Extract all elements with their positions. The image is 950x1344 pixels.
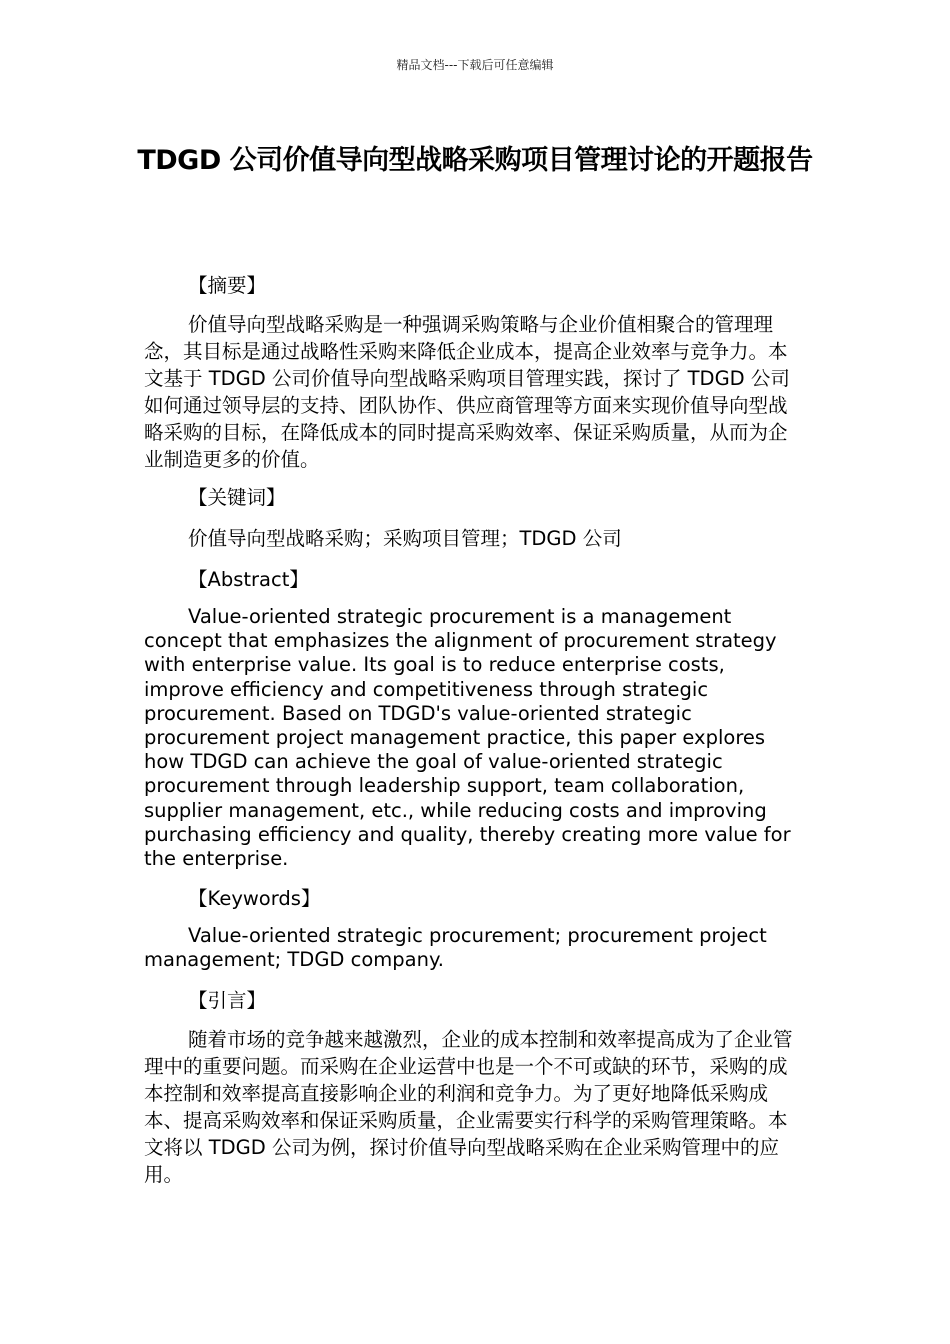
document-title: TDGD 公司价值导向型战略采购项目管理讨论的开题报告 [137, 145, 813, 176]
keywords-cn-heading: 【关键词】 [188, 486, 286, 509]
keywords-en-paragraph: Value-oriented strategic procurement; procurement project management; TDGD company. [144, 924, 767, 972]
header-note: 精品文档---下载后可任意编辑 [396, 58, 554, 72]
abstract-cn-heading: 【摘要】 [188, 274, 267, 297]
keywords-cn-paragraph: 价值导向型战略采购；采购项目管理；TDGD 公司 [188, 527, 622, 550]
document-body [144, 270, 804, 1197]
introduction-heading: 【引言】 [188, 988, 267, 1012]
introduction-paragraph: 随着市场的竞争越来越激烈，企业的成本控制和效率提高成为了企业管理中的重要问题。而采购在企业运营中也是一个不可或缺的环节，采购的成本控制和效率提高直接影响企业的利润和竞争力。为了更好地降低采购成本、提高采购效率和保证采购质量，企业需要实行科学的采购管理策略。本文将以 TDGD 公司为例，探讨价值导向型战略采购在企业采购管理中的应用。 [144, 1027, 793, 1186]
abstract-en-heading: 【Abstract】 [188, 568, 309, 591]
abstract-en-paragraph: Value-oriented strategic procurement is a management concept that emphasizes the alignment of procurement strategy with enterprise value. Its goal is to reduce enterprise costs, improve efficiency and competitiveness through strategic procurement. Based on TDGD's value-oriented strategic procurement project management practice, this paper explores how TDGD can achieve the goal of value-oriented strategic procurement through leadership support, team collaboration, supplier management, etc., while reducing costs and improving purchasing efficiency and quality, thereby creating more value for the enterprise. [144, 605, 791, 871]
keywords-en-heading: 【Keywords】 [188, 887, 321, 911]
abstract-cn-paragraph: 价值导向型战略采购是一种强调采购策略与企业价值相聚合的管理理念，其目标是通过战略性采购来降低企业成本，提高企业效率与竞争力。本文基于 TDGD 公司价值导向型战略采购项目管理实践，探讨了 TDGD 公司如何通过领导层的支持、团队协作、供应商管理等方面来实现价值导向型战略采购的目标，在降低成本的同时提高采购效率、保证采购质量，从而为企业制造更多的价值。 [144, 313, 790, 471]
